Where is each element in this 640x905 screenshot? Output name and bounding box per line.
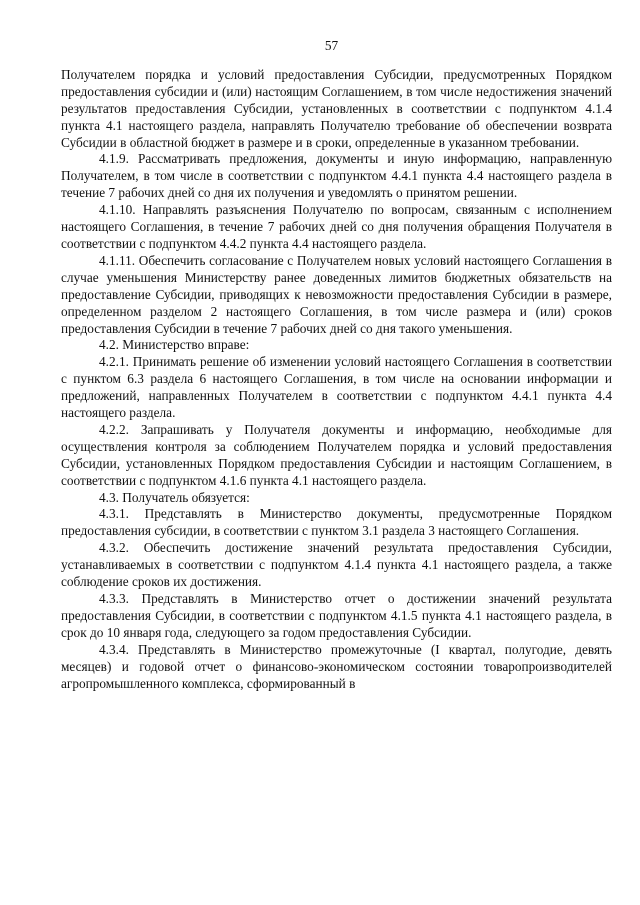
paragraph-4-3-1: 4.3.1. Представлять в Министерство документы, предусмотренные Порядком предоставления субсидии, в соответствии с пунктом 3.1 раздела 3 настоящего Соглашения. — [61, 506, 612, 539]
page-number: 57 — [324, 38, 339, 53]
paragraph-4-1-10: 4.1.10. Направлять разъяснения Получателю по вопросам, связанным с исполнением настоящего Соглашения, в течение 7 рабочих дней со дня получения обращения Получателя в соответствии с подпунктом 4.4.2 пункта 4.4 настоящего раздела. — [61, 202, 612, 251]
paragraph-continuation: Получателем порядка и условий предоставления Субсидии, предусмотренных Порядком предоставления субсидии и (или) настоящим Соглашением, в том числе недостижения значений результатов предоставления Субсидии, установленных в соответствии с подпунктом 4.1.4 пункта 4.1 настоящего раздела, направлять Получателю требование об обеспечении возврата Субсидии в областной бюджет в размере и в сроки, определенные в указанном требовании. — [61, 66, 612, 150]
paragraph-4-3-2: 4.3.2. Обеспечить достижение значений результата предоставления Субсидии, устанавливаемых в соответствии с подпунктом 4.1.4 пункта 4.1 настоящего раздела, а также соблюдение сроков их достижения. — [61, 540, 612, 590]
paragraph-4-3-4: 4.3.4. Представлять в Министерство промежуточные (I квартал, полугодие, девять месяцев) и годовой отчет о финансово-экономическом состоянии товаропроизводителей агропромышленного комплекса, сформированный в — [61, 641, 612, 691]
paragraph-4-3: 4.3. Получатель обязуется: — [99, 489, 250, 505]
paragraph-4-3-3: 4.3.3. Представлять в Министерство отчет о достижении значений результата предоставления Субсидии, в соответствии с подпунктом 4.1.5 пункта 4.1 настоящего раздела, в срок до 10 января года, следующего за годом предоставления Субсидии. — [61, 591, 612, 640]
paragraph-4-2: 4.2. Министерство вправе: — [99, 337, 250, 353]
paragraph-4-1-11: 4.1.11. Обеспечить согласование с Получателем новых условий настоящего Соглашения в случае уменьшения Министерству ранее доведенных лимитов бюджетных обязательств на предоставление Субсидии, приводящих к невозможности предоставления Субсидии в размере, определенном разделом 2 настоящего Соглашения, в том числе размера и (или) сроков предоставления Субсидии в течение 7 рабочих дней со дня такого уменьшения. — [61, 252, 612, 336]
paragraph-4-2-2: 4.2.2. Запрашивать у Получателя документы и информацию, необходимые для осуществления контроля за соблюдением Получателем порядка и условий предоставления Субсидии, установленных Порядком предоставления Субсидии и настоящим Соглашением, в соответствии с подпунктом 4.1.6 пункта 4.1 настоящего раздела. — [61, 421, 612, 488]
paragraph-4-2-1: 4.2.1. Принимать решение об изменении условий настоящего Соглашения в соответствии с пунктом 6.3 раздела 6 настоящего Соглашения, в том числе на основании информации и предложений, направленных Получателем в соответствии с подпунктом 4.4.1 пункта 4.4 настоящего раздела. — [61, 354, 612, 421]
paragraph-4-1-9: 4.1.9. Рассматривать предложения, документы и иную информацию, направленную Получателем, в том числе в соответствии с подпунктом 4.4.1 пункта 4.4 настоящего раздела в течение 7 рабочих дней со дня их получения и уведомлять о принятом решении. — [61, 151, 612, 201]
document-body — [61, 67, 612, 693]
